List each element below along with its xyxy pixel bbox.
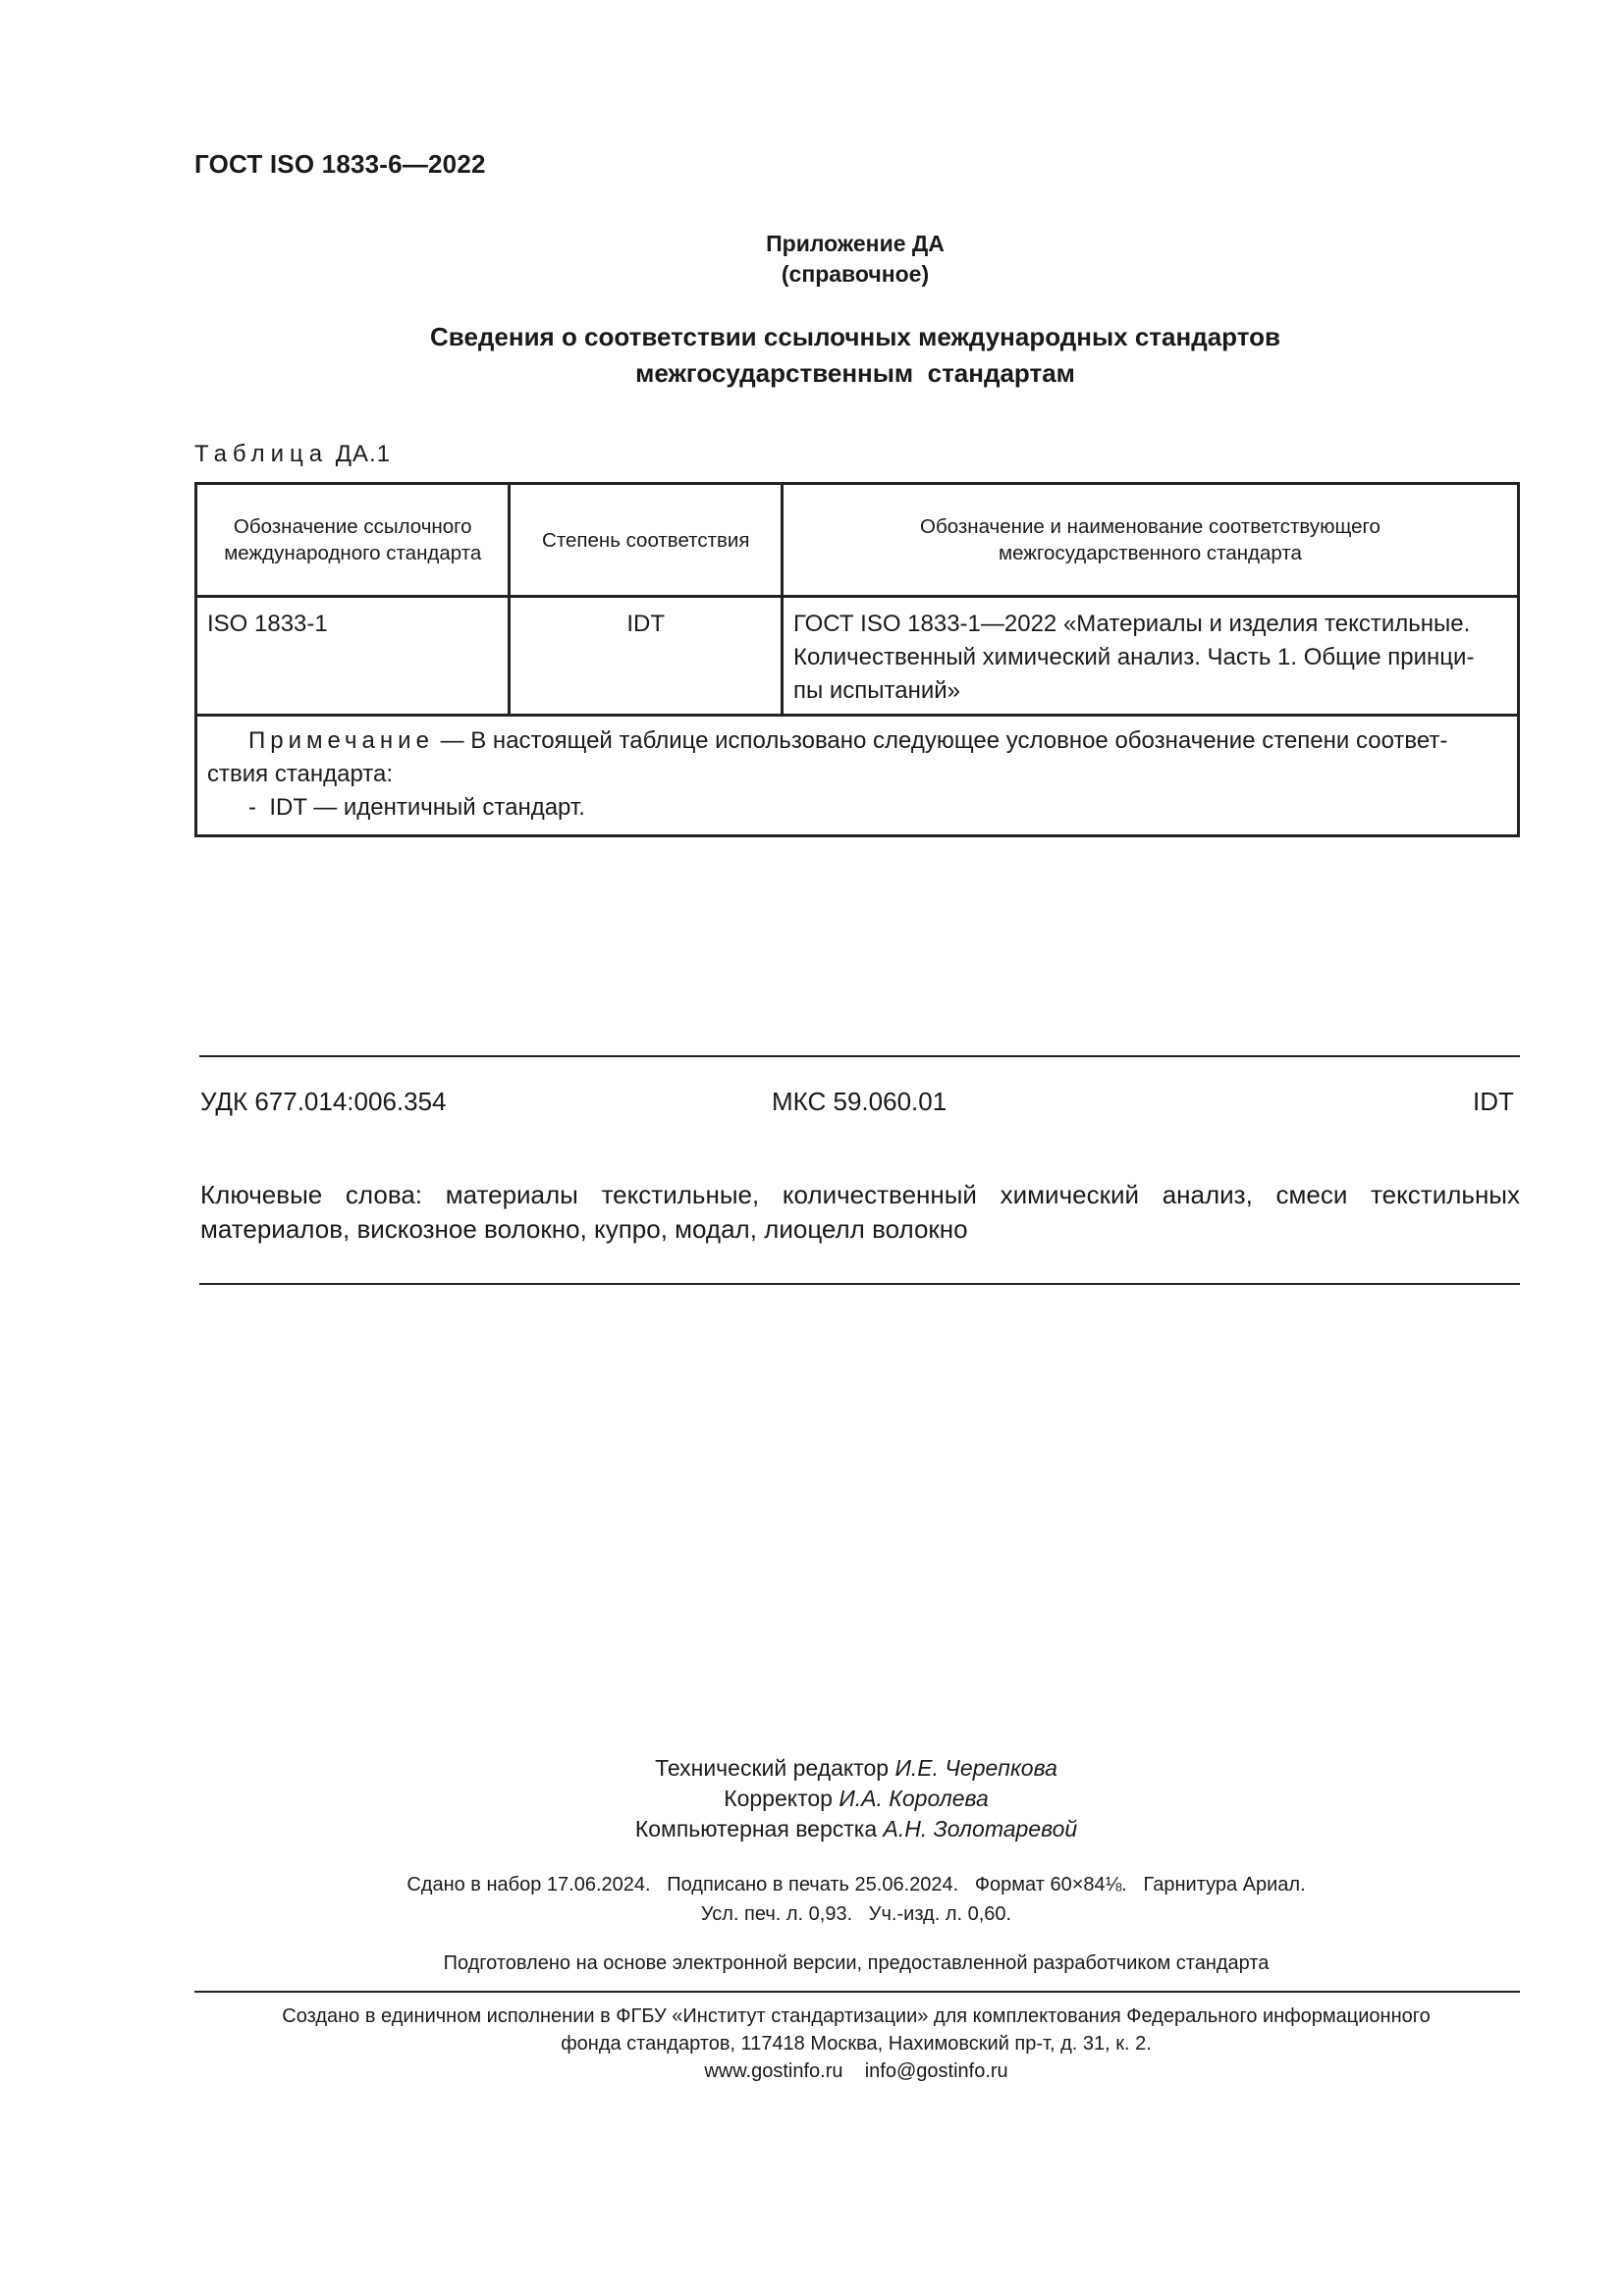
note-line-1 [207,724,1507,758]
corrector-role: Корректор [724,1786,839,1811]
table-note-row [196,716,1519,836]
divider-bottom [199,1283,1520,1285]
created-line-2: фонда стандартов, 117418 Москва, Нахимовский пр-т, д. 31, к. 2. [561,2033,1152,2055]
table-header-row [196,484,1519,597]
print-info-line-1: Сдано в набор 17.06.2024. Подписано в печать 25.06.2024. Формат 60×84⅛. Гарнитура Ариал. [406,1874,1306,1896]
table-caption-word: Таблица [194,441,329,467]
keywords-line-2: материалов, вискозное волокно, купро, модал, лиоцелл волокно [200,1214,968,1244]
table-row [196,597,1519,716]
table-caption-number: ДА.1 [335,441,392,467]
appendix-subtitle: (справочное) [781,261,930,287]
note-label: Примечание [248,727,434,754]
section-title-line-2: межгосударственным стандартам [635,358,1075,388]
section-title-line-1: Сведения о соответствии ссылочных международных стандартов [430,322,1280,351]
keywords [200,1178,1520,1247]
header-col1-line-1: Обозначение ссылочного [233,515,472,538]
divider-footer [194,1991,1520,1993]
note-text: — В настоящей таблице использовано следующее условное обозначение степени соответ- [433,727,1448,754]
degree-code: IDT [1473,1087,1514,1116]
print-info [0,1870,1624,1929]
cell-standard-name [782,597,1518,716]
appendix-title: Приложение ДА [766,231,945,256]
header-degree [510,484,783,597]
layout-name: А.Н. Золотаревой [883,1816,1078,1842]
header-col3-line-2: межгосударственного стандарта [999,542,1302,564]
tech-editor-role: Технический редактор [655,1755,895,1781]
cell-standard-name-line-3: пы испытаний» [792,677,961,704]
created-line-3: www.gostinfo.ru info@gostinfo.ru [704,2060,1008,2082]
mks-code: МКС 59.060.01 [772,1087,947,1116]
section-title [0,319,1624,392]
header-col3-line-1: Обозначение и наименование соответствующего [920,515,1380,538]
created-line-1: Создано в единичном исполнении в ФГБУ «Институт стандартизации» для комплектования Федерального информационного [282,2005,1431,2027]
cell-reference: ISO 1833-1 [196,597,510,716]
prepared-note: Подготовлено на основе электронной версии, предоставленной разработчиком стандарта [443,1952,1270,1974]
appendix-heading [0,229,1624,290]
staff-credits [0,1753,1624,1844]
tech-editor [0,1753,1624,1784]
cell-standard-name-line-1: ГОСТ ISO 1833-1—2022 «Материалы и изделия текстильные. [792,611,1471,637]
created-info [0,2002,1624,2085]
header-reference-standard [196,484,510,597]
note-line-2: ствия стандарта: [207,761,394,787]
udk-code: УДК 677.014:006.354 [200,1087,447,1116]
table-caption [194,441,391,468]
tech-editor-name: И.Е. Черепкова [894,1755,1057,1781]
header-col2: Степень соответствия [542,528,750,552]
header-col1-line-2: международного стандарта [224,542,482,564]
reference-standards-table [194,482,1520,837]
keywords-line-1: Ключевые слова: материалы текстильные, количественный химический анализ, смеси текстильных [200,1180,1520,1209]
note-item: - IDT — идентичный стандарт. [248,794,585,821]
layout-artist [0,1814,1624,1844]
table-note [196,716,1519,836]
print-info-line-2: Усл. печ. л. 0,93. Уч.-изд. л. 0,60. [700,1903,1012,1925]
divider-top [199,1055,1520,1057]
header-interstate-standard [782,484,1518,597]
corrector-name: И.А. Королева [839,1786,989,1811]
document-code: ГОСТ ISO 1833-6—2022 [194,149,486,179]
cell-standard-name-line-2: Количественный химический анализ. Часть 1. Общие принци- [792,644,1475,670]
cell-degree: IDT [510,597,783,716]
layout-role: Компьютерная верстка [634,1816,884,1842]
corrector [0,1784,1624,1814]
